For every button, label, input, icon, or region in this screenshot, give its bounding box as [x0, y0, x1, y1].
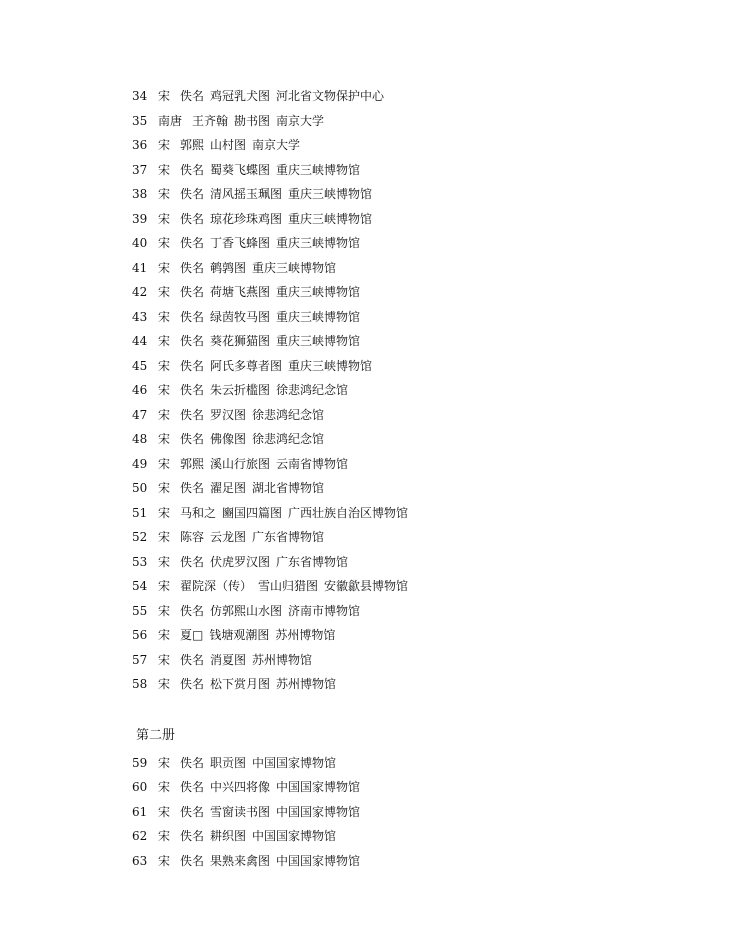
entry-dynasty: 宋 [158, 211, 171, 226]
entry-title: 佛像图 [210, 432, 247, 446]
list-item [132, 525, 408, 550]
entry-author: 王齐翰 [192, 113, 229, 128]
entry-title: 鸡冠乳犬图 [210, 89, 271, 103]
entry-collection: 重庆三峡博物馆 [276, 236, 361, 250]
entry-dynasty: 宋 [158, 652, 171, 667]
entry-collection: 重庆三峡博物馆 [276, 309, 361, 324]
entry-author: 翟院深（传） [180, 579, 253, 593]
entry-author: 佚名 [180, 432, 205, 446]
list-item [132, 158, 408, 183]
list-item [132, 133, 408, 158]
entry-title: 云龙图 [210, 530, 247, 544]
entry-title: 职贡图 [210, 755, 247, 770]
list-item [132, 207, 408, 232]
entry-dynasty: 宋 [158, 162, 171, 177]
entry-author: 佚名 [180, 285, 205, 299]
entry-number: 35 [132, 113, 148, 128]
entry-collection: 重庆三峡博物馆 [276, 334, 361, 348]
entry-title: 琼花珍珠鸡图 [210, 211, 283, 226]
entry-collection: 河北省文物保护中心 [276, 89, 385, 103]
list-item [132, 476, 408, 501]
entry-dynasty: 宋 [158, 530, 171, 544]
entry-dynasty: 宋 [158, 187, 171, 201]
entry-number: 54 [132, 579, 148, 593]
list-item [132, 574, 408, 599]
entry-collection: 广西壮族自治区博物馆 [288, 505, 409, 520]
entry-dynasty: 宋 [158, 407, 171, 422]
entry-author: 夏□ [180, 628, 204, 642]
entry-title: 山村图 [210, 138, 247, 152]
entry-collection: 安徽歙县博物馆 [324, 579, 409, 593]
list-item [132, 751, 408, 776]
entry-collection: 重庆三峡博物馆 [288, 358, 373, 373]
entry-dynasty: 宋 [158, 829, 171, 843]
entry-collection: 中国国家博物馆 [252, 755, 337, 770]
entry-collection: 济南市博物馆 [288, 603, 361, 618]
entry-number: 59 [132, 755, 148, 770]
entry-collection: 重庆三峡博物馆 [252, 260, 337, 275]
entry-author: 佚名 [180, 829, 205, 843]
entry-number: 39 [132, 211, 148, 226]
entry-dynasty: 宋 [158, 804, 171, 819]
list-item [132, 672, 408, 697]
entry-title: 果熟来禽图 [210, 853, 271, 868]
entry-number: 41 [132, 260, 148, 275]
entry-author: 佚名 [180, 652, 205, 667]
entry-author: 佚名 [180, 334, 205, 348]
list-item [132, 452, 408, 477]
section-spacer [132, 697, 408, 721]
list-item [132, 280, 408, 305]
entry-dynasty: 南唐 [158, 113, 183, 128]
entry-number: 50 [132, 481, 148, 495]
entry-author: 佚名 [180, 407, 205, 422]
entry-title: 绿茵牧马图 [210, 309, 271, 324]
entry-author: 佚名 [180, 755, 205, 770]
entry-number: 48 [132, 432, 148, 446]
entry-author: 佚名 [180, 554, 205, 569]
entry-dynasty: 宋 [158, 89, 171, 103]
entry-author: 佚名 [180, 260, 205, 275]
entry-author: 佚名 [180, 853, 205, 868]
entry-collection: 南京大学 [276, 113, 325, 128]
entry-dynasty: 宋 [158, 603, 171, 618]
entry-author: 郭熙 [180, 138, 205, 152]
list-item [132, 354, 408, 379]
list-item [132, 824, 408, 849]
entry-collection: 广东省博物馆 [276, 554, 349, 569]
entry-title: 仿郭熙山水图 [210, 603, 283, 618]
entry-collection: 重庆三峡博物馆 [288, 187, 373, 201]
entry-author: 佚名 [180, 481, 205, 495]
entry-collection: 徐悲鸿纪念馆 [276, 383, 349, 397]
entry-number: 55 [132, 603, 148, 618]
entry-title: 清风摇玉珮图 [210, 187, 283, 201]
entry-title: 豳国四篇图 [222, 505, 283, 520]
list-item [132, 800, 408, 825]
list-item [132, 109, 408, 134]
entry-number: 40 [132, 236, 148, 250]
entry-number: 56 [132, 628, 148, 642]
entry-title: 濯足图 [210, 481, 247, 495]
entry-title: 葵花狮猫图 [210, 334, 271, 348]
entry-title: 朱云折槛图 [210, 383, 271, 397]
entry-collection: 中国国家博物馆 [276, 853, 361, 868]
list-item [132, 256, 408, 281]
entry-title: 勘书图 [234, 113, 271, 128]
entry-collection: 中国国家博物馆 [252, 829, 337, 843]
entry-dynasty: 宋 [158, 755, 171, 770]
entry-dynasty: 宋 [158, 383, 171, 397]
entry-number: 62 [132, 829, 148, 843]
entry-title: 中兴四将像 [210, 780, 271, 794]
entry-author: 马和之 [180, 505, 217, 520]
entry-title: 松下赏月图 [210, 677, 271, 691]
entry-collection: 重庆三峡博物馆 [276, 162, 361, 177]
list-item [132, 775, 408, 800]
entry-dynasty: 宋 [158, 579, 171, 593]
entry-number: 58 [132, 677, 148, 691]
entry-author: 佚名 [180, 603, 205, 618]
list-item [132, 305, 408, 330]
list-item [132, 648, 408, 673]
entry-dynasty: 宋 [158, 505, 171, 520]
entry-number: 63 [132, 853, 148, 868]
entry-collection: 徐悲鸿纪念馆 [252, 407, 325, 422]
entry-number: 51 [132, 505, 148, 520]
entry-dynasty: 宋 [158, 285, 171, 299]
entry-number: 44 [132, 334, 148, 348]
entry-collection: 中国国家博物馆 [276, 804, 361, 819]
entry-collection: 云南省博物馆 [276, 456, 349, 471]
entry-number: 42 [132, 285, 148, 299]
entry-author: 佚名 [180, 162, 205, 177]
entry-number: 34 [132, 89, 148, 103]
entry-collection: 重庆三峡博物馆 [288, 211, 373, 226]
entry-collection: 苏州博物馆 [252, 652, 313, 667]
entry-title: 荷塘飞燕图 [210, 285, 271, 299]
entry-dynasty: 宋 [158, 628, 171, 642]
list-item [132, 378, 408, 403]
entry-number: 60 [132, 780, 148, 794]
entry-dynasty: 宋 [158, 780, 171, 794]
entry-collection: 苏州博物馆 [276, 677, 337, 691]
list-item [132, 329, 408, 354]
entry-author: 佚名 [180, 187, 205, 201]
entry-title: 蜀葵飞蝶图 [210, 162, 271, 177]
entry-collection: 重庆三峡博物馆 [276, 285, 361, 299]
entry-author: 佚名 [180, 236, 205, 250]
entry-dynasty: 宋 [158, 456, 171, 471]
list-item [132, 231, 408, 256]
entry-author: 佚名 [180, 89, 205, 103]
entry-author: 佚名 [180, 804, 205, 819]
entry-dynasty: 宋 [158, 138, 171, 152]
entry-number: 37 [132, 162, 148, 177]
list-item [132, 849, 408, 874]
entry-collection: 中国国家博物馆 [276, 780, 361, 794]
entry-number: 47 [132, 407, 148, 422]
entry-title: 罗汉图 [210, 407, 247, 422]
entry-number: 38 [132, 187, 148, 201]
entry-collection: 南京大学 [252, 138, 301, 152]
list-item [132, 599, 408, 624]
entry-number: 45 [132, 358, 148, 373]
entry-dynasty: 宋 [158, 554, 171, 569]
list-item [132, 182, 408, 207]
list-item [132, 427, 408, 452]
entry-number: 43 [132, 309, 148, 324]
entry-dynasty: 宋 [158, 432, 171, 446]
entry-author: 佚名 [180, 358, 205, 373]
entry-title: 伏虎罗汉图 [210, 554, 271, 569]
entry-dynasty: 宋 [158, 260, 171, 275]
entry-dynasty: 宋 [158, 334, 171, 348]
entry-collection: 湖北省博物馆 [252, 481, 325, 495]
entry-number: 49 [132, 456, 148, 471]
entry-title: 消夏图 [210, 652, 247, 667]
entry-author: 佚名 [180, 309, 205, 324]
entry-number: 53 [132, 554, 148, 569]
entry-author: 佚名 [180, 211, 205, 226]
entry-number: 57 [132, 652, 148, 667]
entry-title: 鹌鹑图 [210, 260, 247, 275]
entry-dynasty: 宋 [158, 358, 171, 373]
entry-dynasty: 宋 [158, 677, 171, 691]
entry-title: 钱塘观潮图 [209, 628, 270, 642]
entry-title: 雪窗读书图 [210, 804, 271, 819]
entry-number: 61 [132, 804, 148, 819]
entry-collection: 广东省博物馆 [252, 530, 325, 544]
entry-dynasty: 宋 [158, 481, 171, 495]
entry-number: 36 [132, 138, 148, 152]
volume-heading: 第二册 [136, 727, 176, 743]
entry-title: 溪山行旅图 [210, 456, 271, 471]
entry-dynasty: 宋 [158, 236, 171, 250]
entry-dynasty: 宋 [158, 853, 171, 868]
list-item [132, 403, 408, 428]
entry-author: 佚名 [180, 780, 205, 794]
entry-number: 52 [132, 530, 148, 544]
entry-author: 佚名 [180, 677, 205, 691]
list-item [132, 501, 408, 526]
entry-author: 佚名 [180, 383, 205, 397]
entry-title: 雪山归猎图 [258, 579, 319, 593]
entry-collection: 苏州博物馆 [275, 628, 336, 642]
entry-dynasty: 宋 [158, 309, 171, 324]
list-item [132, 550, 408, 575]
entry-number: 46 [132, 383, 148, 397]
entry-author: 陈容 [180, 530, 205, 544]
entry-author: 郭熙 [180, 456, 205, 471]
list-item [132, 84, 408, 109]
painting-list [132, 84, 408, 873]
entry-title: 丁香飞蜂图 [210, 236, 271, 250]
entry-title: 阿氏多尊者图 [210, 358, 283, 373]
list-item [132, 623, 408, 648]
entry-collection: 徐悲鸿纪念馆 [252, 432, 325, 446]
entry-title: 耕织图 [210, 829, 247, 843]
